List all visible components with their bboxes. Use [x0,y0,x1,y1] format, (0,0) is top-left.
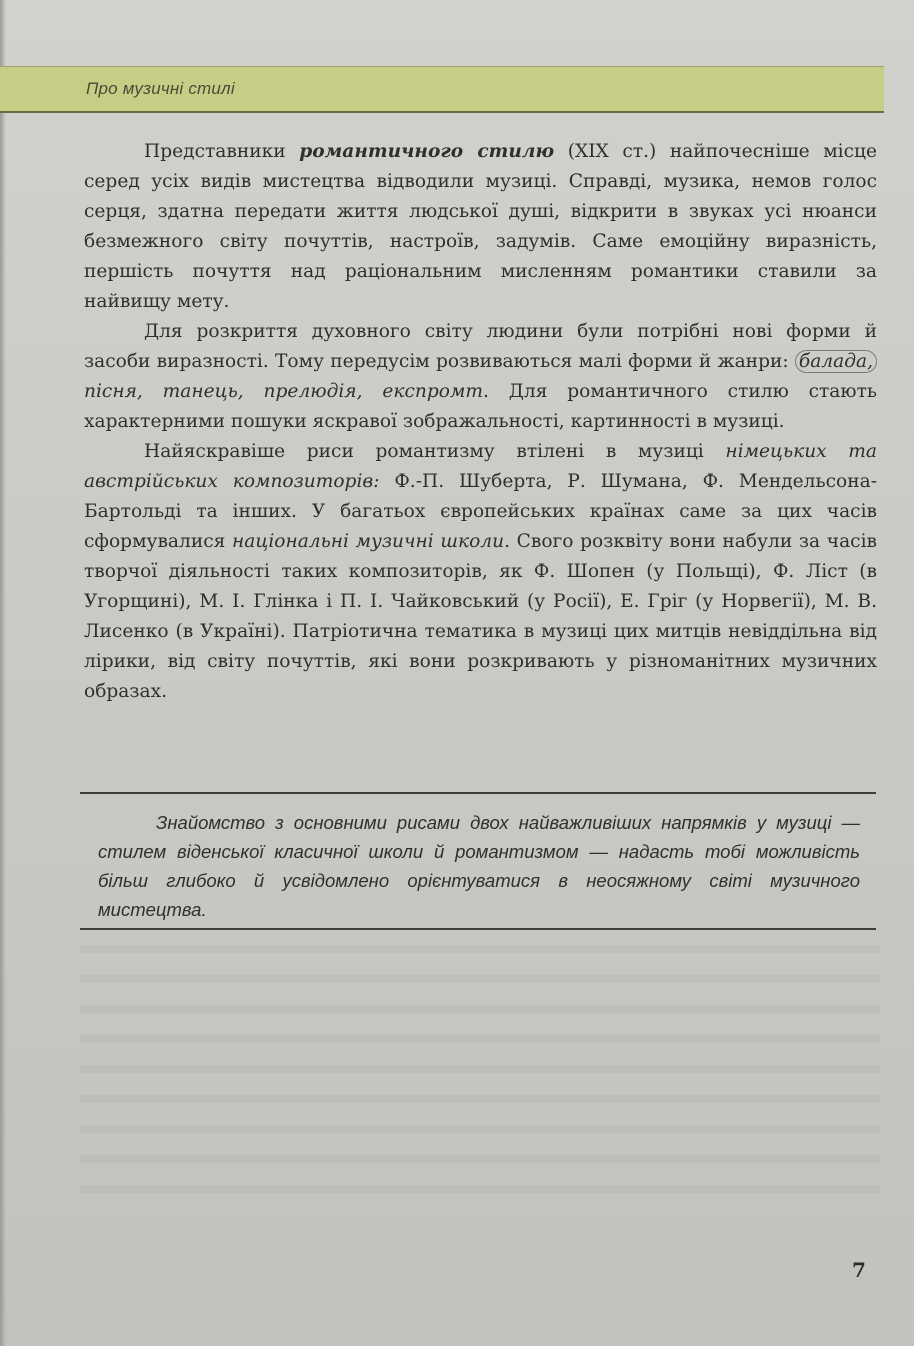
section-title: Про музичні стилі [86,79,235,98]
paragraph-1-text-b: (XIX ст.) найпочесніше місце серед усіх видів мистецтва відводили музиці. Справді, музика, немов голос серця, здатна передати життя людської душі, відкрити в звуках усі нюанси безмежного світу почуттів, настроїв, задумів. Саме емоційну виразність, першість почуття над раціональним мисленням романтики ставили за найвищу мету. [84,141,877,312]
paragraph-3-text-c: . Свого розквіту вони набули за часів творчої діяльності таких композиторів, як Ф. Шопен (у Польщі), Ф. Ліст (в Угорщині), М. І. Глінка і П. І. Чайковський (у Росії), Е. Гріг (у Норвегії), М. В. Лисенко (в Україні). Патріотична тематика в музиці цих митців невіддільна від лірики, від світу почуттів, які вони розкривають у різноманітних музичних образах. [84,531,877,702]
term-composers: німецьких та австрійських композиторів: [84,441,877,492]
main-text [84,137,877,707]
term-romantic-style: романтичного стилю [299,141,555,162]
summary-note [98,808,860,924]
paragraph-2 [84,317,877,437]
bleed-through-area [80,945,880,1205]
paragraph-1-text-a: Представники [144,141,300,162]
paragraph-3 [84,437,877,707]
summary-note-text: Знайомство з основними рисами двох найважливіших напрямків у музиці — стилем віденської класичної школи й романтизмом — надасть тобі можливість більш глибоко й усвідомлено орієнтуватися в неосяжному світі музичного мистецтва. [98,812,860,920]
paragraph-1 [84,137,877,317]
page-number: 7 [852,1258,866,1282]
section-header-band [0,66,884,113]
term-ballad-circled: балада, [795,350,877,373]
paragraph-2-text-b: . Для романтичного стилю стають характерними пошуки яскравої зображальності, картинності в музиці. [84,381,877,432]
note-top-rule [80,792,876,794]
term-national-schools: національні музичні школи [232,531,505,552]
genre-list: пісня, танець, прелюдія, експромт [84,381,484,402]
page-edge-shadow [0,0,6,1346]
paragraph-3-text-b: Ф.-П. Шуберта, Р. Шумана, Ф. Мендельсона-Бартольді та інших. У багатьох європейських країнах саме за цих часів сформувалися [84,471,877,552]
paragraph-3-text-a: Найяскравіше риси романтизму втілені в музиці [144,441,726,462]
paragraph-2-text-a: Для розкриття духовного світу людини були потрібні нові форми й засоби виразності. Тому передусім розвиваються малі форми й жанри: [84,321,877,372]
note-bottom-rule [80,928,876,930]
